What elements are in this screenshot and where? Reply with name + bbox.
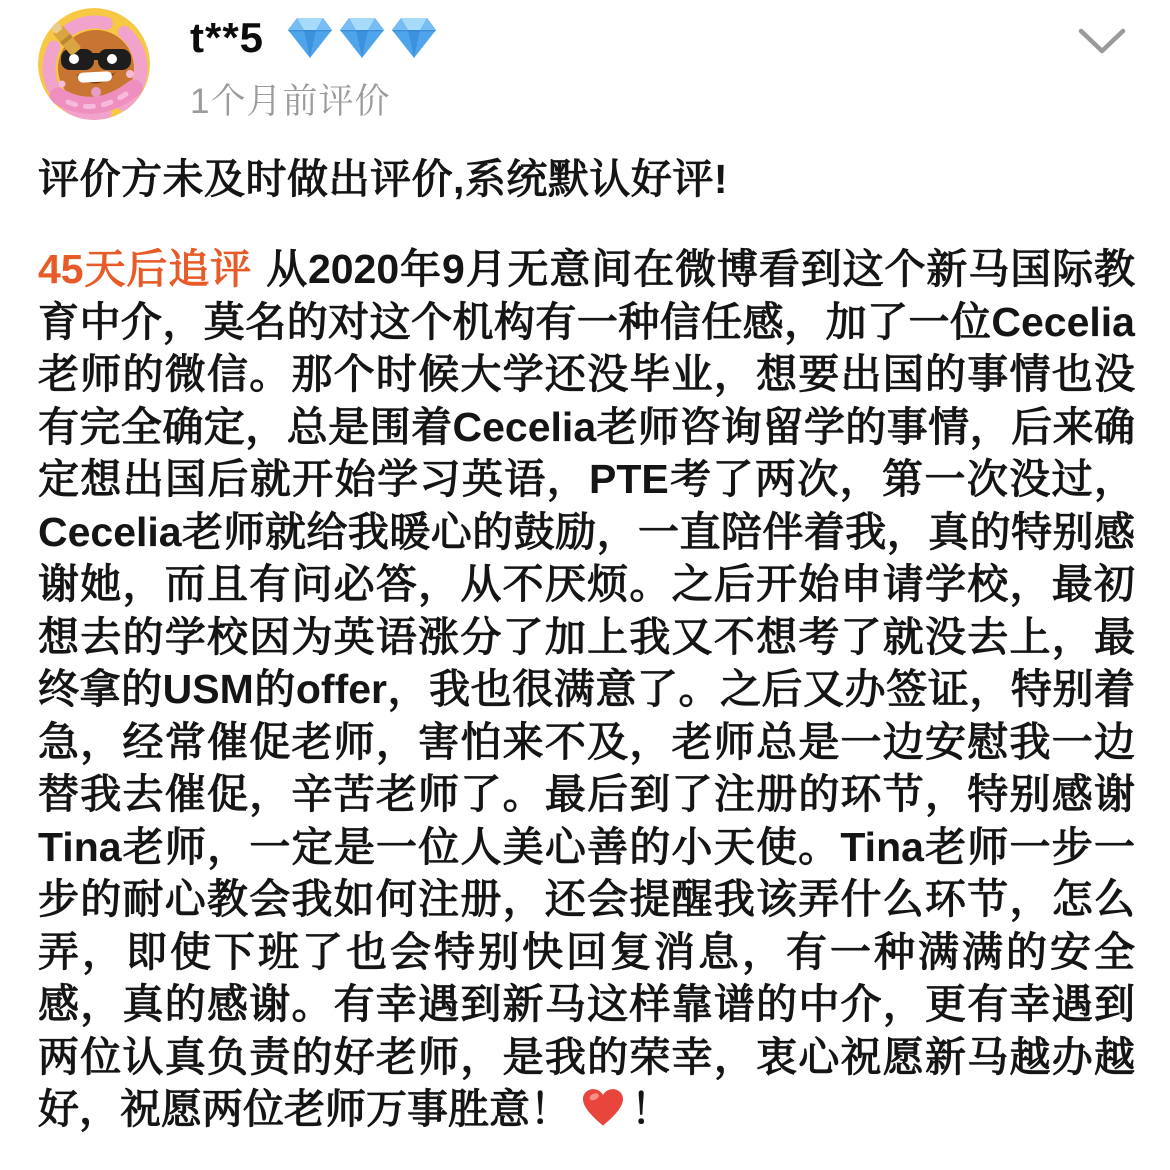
diamond-icon [390,16,438,60]
followup-review-text: 从2020年9月无意间在微博看到这个新马国际教育中介，莫名的对这个机构有一种信任感，加了一位Cecelia老师的微信。那个时候大学还没毕业，想要出国的事情也没有完全确定，总是围着Cecelia老师咨询留学的事情，后来确定想出国后就开始学习英语，PTE考了两次，第一次没过，Cecelia老师就给我暖心的鼓励，一直陪伴着我，真的特别感谢她，而且有问必答，从不厌烦。之后开始申请学校，最初想去的学校因为英语涨分了加上我又不想考了就没去上，最终拿的USM的offer，我也很满意了。之后又办签证，特别着急，经常催促老师，害怕来不及，老师总是一边安慰我一边替我去催促，辛苦老师了。最后到了注册的环节，特别感谢Tina老师，一定是一位人美心善的小天使。Tina老师一步一步的耐心教会我如何注册，还会提醒我该弄什么环节，怎么弄，即使下班了也会特别快回复消息，有一种满满的安全感，真的感谢。有幸遇到新马这样靠谱的中介，更有幸遇到两位认真负责的好老师，是我的荣幸，衷心祝愿新马越办越好，祝愿两位老师万事胜意！ [38,246,1135,1132]
review-timestamp: 1个月前评价 [190,82,391,121]
user-avatar [38,8,150,120]
followup-review-text-tail: ！ [631,1086,672,1132]
reviewer-username: t**5 [190,14,265,61]
member-level-badges [286,16,438,60]
reviewer-info [190,8,1135,124]
expand-collapse-button[interactable] [1073,22,1131,62]
diamond-icon [338,16,386,60]
default-review-notice: 评价方未及时做出评价,系统默认好评! [38,156,729,202]
chevron-down-icon [1074,24,1130,61]
followup-review-body [38,243,1135,1136]
avatar-illustration [38,8,150,120]
diamond-icon [286,16,334,60]
review-header [38,8,1135,124]
followup-review-tag: 45天后追评 [38,246,253,292]
name-row [190,14,1135,62]
red-heart-emoji [581,1088,625,1128]
